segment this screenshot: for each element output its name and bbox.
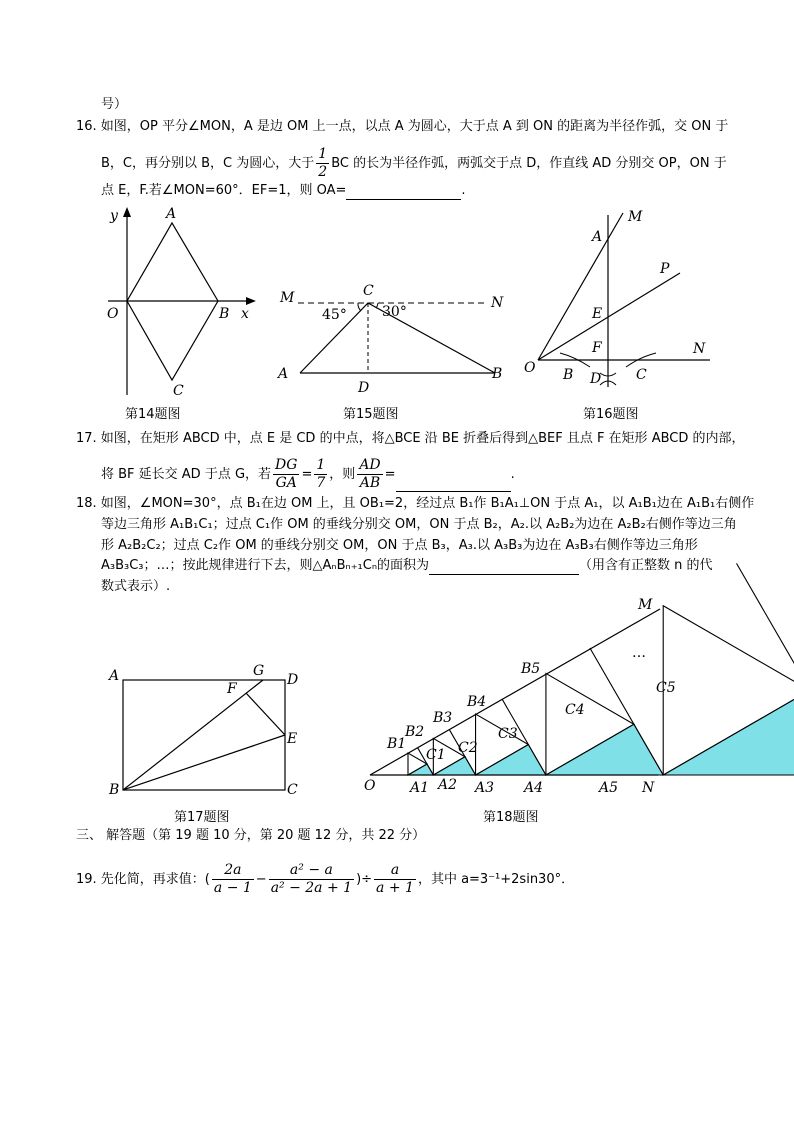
fig18-label-a2: A2 — [438, 777, 458, 793]
figure-15 — [278, 280, 508, 400]
fig18-caption: 第18题图 — [483, 810, 539, 825]
fig15-label-a: A — [278, 366, 289, 382]
q16-answer-blank[interactable] — [346, 185, 461, 200]
fig16-label-m: M — [628, 209, 643, 225]
fig18-label-c3: C3 — [498, 726, 518, 742]
fig17-caption: 第17题图 — [174, 810, 230, 825]
fig17-label-f: F — [227, 681, 237, 697]
fig18-ellipsis: … — [632, 645, 646, 661]
q18-line5: 数式表示）. — [101, 579, 171, 594]
fig18-label-a5: A5 — [599, 780, 619, 796]
q16-line2b: BC 的长为半径作弧，两弧交于点 D，作直线 AD 分别交 OP，ON 于 — [331, 156, 727, 171]
fig18-shaded-triangle-5 — [663, 690, 794, 775]
fig16-label-d: D — [590, 371, 602, 387]
fig14-label-c: C — [173, 383, 184, 399]
fig18-label-c5: C5 — [656, 680, 676, 696]
fig14-label-x: x — [241, 306, 249, 322]
q17-fraction-1-7: $\frac{1}{7}$ — [316, 457, 326, 491]
figure-16 — [520, 205, 720, 390]
fig18-label-a4: A4 — [524, 780, 544, 796]
fig18-shaded-triangle-4 — [546, 724, 663, 775]
q17-line2: 将 BF 延长交 AD 于点 G，若 $\frac{DG}{GA}$ = $\frac{1}{7}$ ，则 $\frac{AD}{AB}$ = . — [101, 457, 515, 491]
figure-17 — [105, 662, 305, 802]
fig18-label-c2: C2 — [458, 740, 478, 756]
fig17-label-a: A — [109, 668, 120, 684]
fig18-label-c4: C4 — [565, 702, 585, 718]
section-3-heading: 三、 解答题（第 19 题 10 分，第 20 题 12 分，共 22 分） — [76, 828, 426, 843]
q16-line2 — [101, 146, 727, 181]
q18-line1: 18. 如图，∠MON=30°，点 B₁在边 OM 上，且 OB₁=2，经过点 B₁作 B₁A₁⊥ON 于点 A₁，以 A₁B₁边在 A₁B₁右侧作 — [76, 496, 755, 511]
fig15-caption: 第15题图 — [343, 407, 399, 422]
fig15-angle-30: 30° — [382, 304, 407, 320]
q18-line3: 形 A₂B₂C₂；过点 C₂作 OM 的垂线分别交 OM，ON 于点 B₃，A₃.以 A₃B₃为边在 A₃B₃右侧作等边三角形 — [101, 538, 698, 553]
q19-line: 19. 先化简，再求值：( $\frac{2a}{a - 1}$ − $\frac{\text{a² − a}}{\text{a² − 2a + 1}}$ )÷ $\frac{a}{a + 1}$ ，其中 a=3⁻¹+2sin30°． — [76, 862, 575, 896]
fig17-label-c: C — [287, 782, 298, 798]
fig17-label-e: E — [287, 731, 298, 747]
fig18-shaded-triangle-3 — [476, 745, 546, 775]
fig18-label-o: O — [364, 778, 376, 794]
fig14-label-o: O — [107, 306, 119, 322]
q18-line4: A₃B₃C₃；…；按此规律进行下去，则△AₙBₙ₊₁Cₙ的面积为 （用含有正整数 n 的代 — [101, 558, 713, 573]
fig17-label-b: B — [109, 782, 120, 798]
fig15-label-b: B — [492, 366, 503, 382]
q17-fraction-ad-ab: $\frac{AD}{AB}$ — [359, 457, 381, 491]
fig14-caption: 第14题图 — [125, 407, 181, 422]
fig16-label-b: B — [563, 367, 574, 383]
fig18-label-b2: B2 — [405, 724, 425, 740]
figure-14 — [100, 205, 260, 400]
fig18-label-b4: B4 — [467, 694, 487, 710]
fig18-label-a1: A1 — [410, 780, 430, 796]
fig18-label-m: M — [638, 597, 653, 613]
fig16-label-p: P — [660, 261, 670, 277]
fig15-label-m: M — [280, 290, 295, 306]
fig16-label-c: C — [636, 367, 647, 383]
fig18-label-b5: B5 — [521, 661, 541, 677]
fig16-label-f: F — [592, 340, 602, 356]
fig14-label-a: A — [166, 206, 177, 222]
q17-line1: 17. 如图，在矩形 ABCD 中，点 E 是 CD 的中点，将△BCE 沿 BE 折叠后得到△BEF 且点 F 在矩形 ABCD 的内部， — [76, 431, 745, 446]
fig18-label-b3: B3 — [433, 710, 453, 726]
q18-answer-blank[interactable] — [429, 560, 579, 575]
fig16-label-n: N — [693, 341, 706, 357]
fig17-label-g: G — [253, 663, 265, 679]
q19-fraction-1: $\frac{2a}{a - 1}$ — [213, 862, 252, 896]
prev-question-tail: 号） — [101, 97, 128, 112]
fig15-angle-45: 45° — [322, 307, 347, 323]
fig14-label-y: y — [110, 208, 118, 224]
fig16-label-a: A — [592, 229, 603, 245]
q16-fraction: $\frac{1}{2}$ — [318, 146, 328, 180]
fig18-label-a3: A3 — [475, 780, 495, 796]
fig16-label-e: E — [592, 306, 603, 322]
q16-line2a: B，C，再分别以 B，C 为圆心，大于 — [101, 156, 315, 171]
q19-fraction-3: $\frac{a}{a + 1}$ — [376, 862, 414, 896]
q16-line3: 点 E，F.若∠MON=60°．EF=1，则 OA= . — [101, 183, 466, 198]
q17-fraction-dg-ga: $\frac{DG}{GA}$ — [275, 457, 298, 491]
q17-answer-blank[interactable] — [396, 477, 511, 492]
q18-line2: 等边三角形 A₁B₁C₁；过点 C₁作 OM 的垂线分别交 OM，ON 于点 B₂，A₂.以 A₂B₂为边在 A₂B₂右侧作等边三角 — [101, 517, 737, 532]
fig16-caption: 第16题图 — [583, 407, 639, 422]
q16-line1: 16. 如图，OP 平分∠MON，A 是边 OM 上一点，以点 A 为圆心，大于点 A 到 ON 的距离为半径作弧，交 ON 于 — [76, 119, 729, 134]
fig18-label-b1: B1 — [387, 736, 407, 752]
fig15-label-c: C — [363, 283, 374, 299]
fig18-label-n: N — [642, 780, 655, 796]
q19-fraction-2: $\frac{\text{a² − a}}{\text{a² − 2a + 1}}$ — [270, 862, 353, 896]
fig16-label-o: O — [524, 360, 536, 376]
fig17-label-d: D — [287, 672, 299, 688]
fig18-label-c1: C1 — [426, 747, 446, 763]
fig15-label-d: D — [358, 380, 370, 396]
fig14-label-b: B — [219, 306, 230, 322]
fig15-label-n: N — [491, 295, 504, 311]
figure-18 — [360, 595, 680, 800]
